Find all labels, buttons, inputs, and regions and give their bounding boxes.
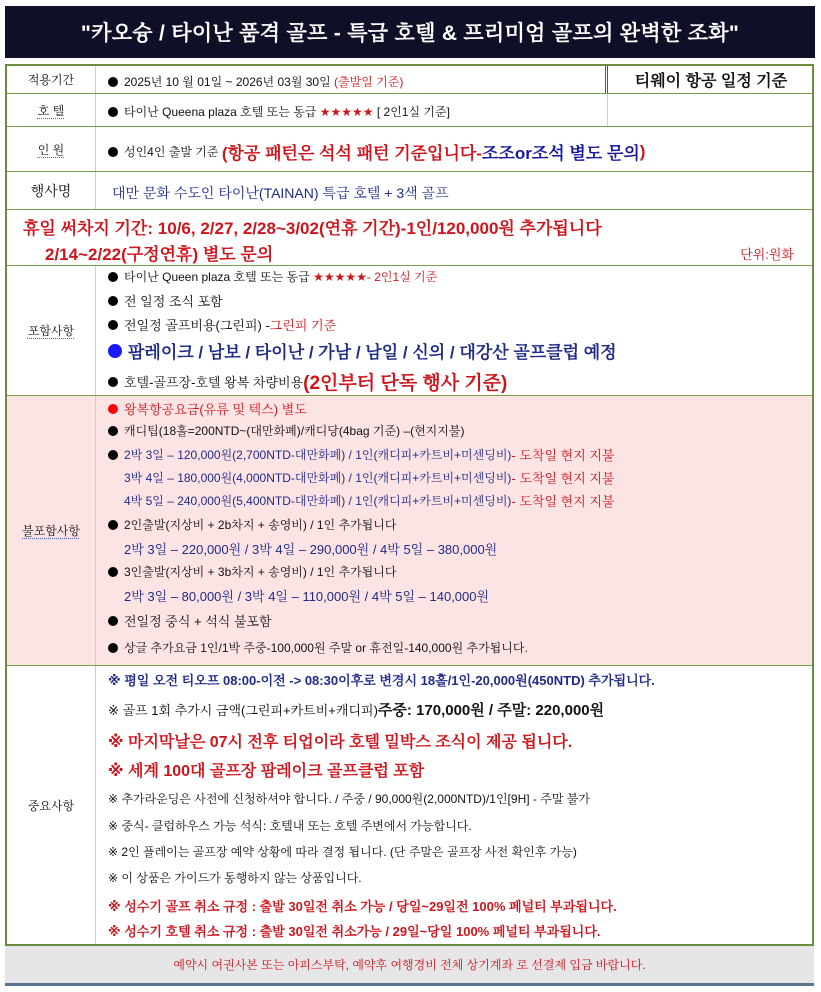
hotel-cancel-policy: ※ 성수기 호텔 취소 규정 : 출발 30일전 취소가능 / 29일~당일 100% 페널티 부과됩니다. bbox=[108, 924, 601, 939]
excluded-item: 3박 4일 – 180,000원(4,000NTD-대만화폐) / 1인(캐디피+카트비+미센딩비) - 도착일 현지 지불 bbox=[124, 471, 615, 486]
excluded-item: 4박 5일 – 240,000원(5,400NTD-대만화폐) / 1인(캐디피+카트비+미센딩비) - 도착일 현지 지불 bbox=[124, 494, 615, 509]
important-label: 중요사항 bbox=[7, 666, 96, 944]
bullet-red-icon bbox=[108, 404, 118, 414]
surcharge-line-1: 휴일 써차지 기간: 10/6, 2/27, 2/28~3/02(연휴 기간)-1인/120,000원 추가됩니다 bbox=[23, 219, 602, 238]
bullet-icon bbox=[108, 643, 118, 653]
included-label: 포함사항 bbox=[27, 324, 75, 338]
hotel-label: 호 텔 bbox=[37, 103, 65, 118]
event-row bbox=[7, 172, 812, 210]
bullet-icon bbox=[108, 426, 118, 436]
excluded-item: 3인출발(지상비 + 3b차지 + 송영비) / 1인 추가됩니다 bbox=[108, 563, 396, 580]
period-row bbox=[7, 66, 812, 94]
included-section bbox=[7, 266, 812, 396]
bullet-icon bbox=[108, 450, 118, 460]
important-item: ※ 중식- 클럽하우스 가능 석식: 호텔내 또는 호텔 주변에서 가능합니다. bbox=[108, 819, 472, 833]
excluded-item: 상글 추가요금 1인/1박 주중-100,000원 주말 or 휴전일-140,000원 추가됩니다. bbox=[108, 639, 528, 656]
excluded-label: 불포함사항 bbox=[22, 524, 80, 538]
bullet-icon bbox=[108, 107, 118, 117]
important-item: ※ 평일 오전 티오프 08:00-이전 -> 08:30이후로 변경시 18홀/1인-20,000원(450NTD) 추가됩니다. bbox=[108, 673, 655, 688]
bullet-icon bbox=[108, 377, 118, 387]
bullet-icon bbox=[108, 616, 118, 626]
itinerary-sheet bbox=[5, 64, 814, 946]
title-text: "카오슝 / 타이난 품격 골프 - 특급 호텔 & 프리미엄 골프의 완벽한 조화" bbox=[80, 22, 740, 45]
bullet-icon bbox=[108, 147, 118, 157]
people-row bbox=[7, 127, 812, 172]
bullet-icon bbox=[108, 296, 118, 306]
bullet-icon bbox=[108, 272, 118, 282]
payment-notice: 예약시 여권사본 또는 아피스부탁, 예약후 여행경비 전체 상기계좌 로 선결제 입금 바랍니다. bbox=[5, 946, 814, 986]
surcharge-row bbox=[7, 210, 812, 266]
currency-unit: 단위:원화 bbox=[740, 247, 794, 262]
important-item: ※ 추가라운딩은 사전에 신청하셔야 합니다. / 주중 / 90,000원(2,000NTD)/1인[9H] - 주말 불가 bbox=[108, 792, 590, 806]
bullet-icon bbox=[108, 77, 118, 87]
included-item-golf-clubs: 팜레이크 / 남보 / 타이난 / 가남 / 남일 / 신의 / 대강산 골프클럽 예정 bbox=[108, 338, 617, 363]
included-item: 타이난 Queen plaza 호텔 또는 동급 ★★★★★ - 2인1실 기준 bbox=[108, 268, 437, 285]
bullet-icon bbox=[108, 520, 118, 530]
excluded-item: 2박 3일 – 80,000원 / 3박 4일 – 110,000원 / 4박 5일 – 140,000원 bbox=[124, 589, 490, 604]
hotel-value: 타이난 Queena plaza 호텔 또는 동급 ★★★★★ [ 2인1실 기준] bbox=[108, 103, 450, 120]
excluded-item: 캐디팁(18홀=200NTD~(대만화폐)/캐디당(4bag 기준) –(현지지불) bbox=[108, 422, 464, 439]
bullet-icon bbox=[108, 567, 118, 577]
surcharge-line-2: 2/14~2/22(구정연휴) 별도 문의 bbox=[45, 245, 274, 264]
important-section bbox=[7, 666, 812, 944]
excluded-item: 왕복항공요금(유류 및 텍스) 별도 bbox=[108, 399, 307, 418]
hotel-row bbox=[7, 94, 812, 127]
included-item: 호텔-골프장-호텔 왕복 차량비용 (2인부터 단독 행사 기준) bbox=[108, 368, 507, 395]
people-label: 인 원 bbox=[37, 142, 65, 157]
excluded-item: 2박 3일 – 120,000원(2,700NTD-대만화폐) / 1인(캐디피+카트비+미센딩비) - 도착일 현지 지불 bbox=[108, 445, 615, 464]
event-label: 행사명 bbox=[7, 172, 96, 209]
period-value: 2025년 10 월 01일 ~ 2026년 03월 30일 (출발일 기준) bbox=[108, 73, 403, 90]
people-value: 성인4인 출발 기준 (항공 패턴은 석석 패턴 기준입니다- 조조or조석 별도 문의 ) bbox=[108, 139, 645, 164]
event-value: 대만 문화 수도인 타이난(TAINAN) 특급 호텔 + 3색 골프 bbox=[112, 185, 449, 201]
important-item: ※ 이 상품은 가이드가 동행하지 않는 상품입니다. bbox=[108, 871, 362, 885]
included-item: 전일정 골프비용(그린피) - 그린피 기준 bbox=[108, 315, 336, 334]
period-label: 적용기간 bbox=[7, 66, 96, 93]
excluded-section bbox=[7, 396, 812, 666]
golf-cancel-policy: ※ 성수기 골프 취소 규정 : 출발 30일전 취소 가능 / 당일~29일전 100% 페널티 부과됩니다. bbox=[108, 899, 617, 914]
star-rating-icon: ★★★★★ bbox=[319, 104, 374, 119]
bullet-icon bbox=[108, 320, 118, 330]
excluded-item: 전일정 중식 + 석식 불포함 bbox=[108, 611, 272, 630]
airline-note: 티웨이 항공 일정 기준 bbox=[634, 73, 788, 90]
page-title bbox=[5, 6, 815, 58]
excluded-item: 2인출발(지상비 + 2b차지 + 송영비) / 1인 추가됩니다 bbox=[108, 516, 396, 533]
included-item: 전 일정 조식 포함 bbox=[108, 291, 223, 310]
period-note: (출발일 기준) bbox=[334, 75, 404, 89]
star-rating-icon: ★★★★★ bbox=[313, 269, 367, 284]
important-item: ※ 마지막날은 07시 전후 티업이라 호텔 밀박스 조식이 제공 됩니다. bbox=[108, 734, 573, 751]
important-item: ※ 골프 1회 추가시 금액(그린피+카트비+캐디피) 주중: 170,000원 / 주말: 220,000원 bbox=[108, 702, 605, 719]
important-item: ※ 세계 100대 골프장 팜레이크 골프클럽 포함 bbox=[108, 763, 425, 780]
excluded-item: 2박 3일 – 220,000원 / 3박 4일 – 290,000원 / 4박 5일 – 380,000원 bbox=[124, 542, 498, 557]
bullet-blue-icon bbox=[108, 344, 122, 358]
important-item: ※ 2인 플레이는 골프장 예약 상황에 따라 결정 됩니다. (단 주말은 골프장 사전 확인후 가능) bbox=[108, 845, 577, 859]
